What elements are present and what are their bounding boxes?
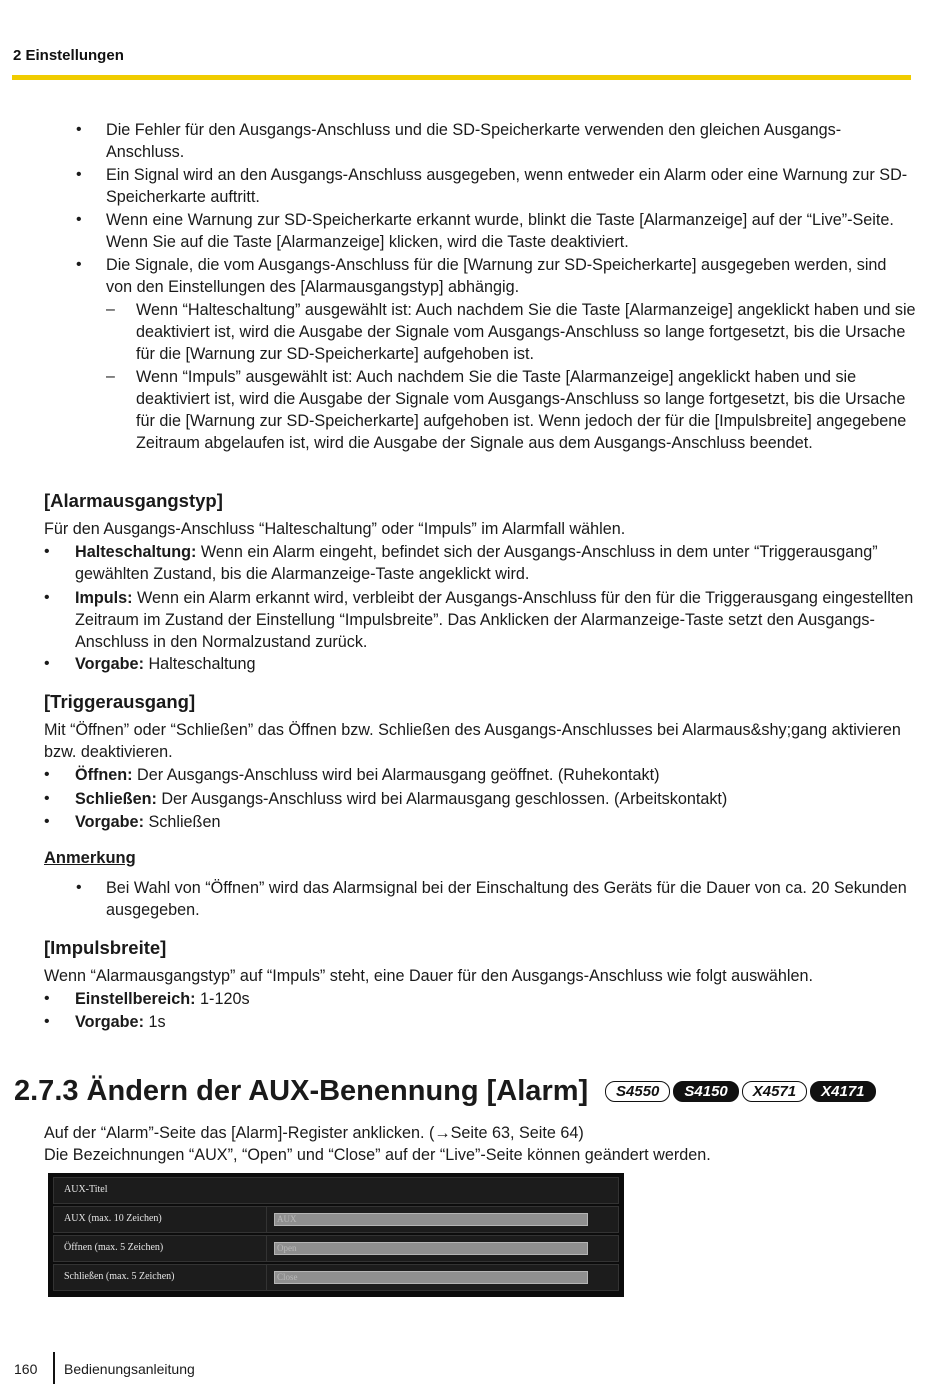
list-item: Die Fehler für den Ausgangs-Anschluss und die SD-Speicherkarte verwenden den gleichen Ausgangs-Anschluss.: [106, 121, 842, 161]
divider: [266, 1207, 267, 1232]
bullet-icon: •: [44, 1013, 50, 1030]
footer-divider: [53, 1352, 55, 1384]
aux-input[interactable]: AUX: [274, 1213, 588, 1226]
list-item: Schließen: Der Ausgangs-Anschluss wird bei Alarmausgang geschlossen. (Arbeitskontakt): [75, 790, 728, 808]
list-item: Vorgabe: 1s: [75, 1013, 166, 1031]
paragraph: Für den Ausgangs-Anschluss “Halteschaltung” oder “Impuls” im Alarmfall wählen.: [44, 520, 626, 538]
paragraph: Auf der “Alarm”-Seite das [Alarm]-Register anklicken. (→Seite 63, Seite 64): [44, 1124, 584, 1142]
page-number: 160: [14, 1361, 38, 1377]
header-rule: [12, 75, 911, 80]
paragraph: Die Bezeichnungen “AUX”, “Open” und “Close” auf der “Live”-Seite können geändert werden.: [44, 1146, 711, 1164]
list-item: Wenn eine Warnung zur SD-Speicherkarte erkannt wurde, blinkt die Taste [Alarmanzeige] auf der “Live”-Seite. Wenn Sie auf die Taste [Alarmanzeige] klicken, wird die Taste deaktiviert.: [106, 211, 894, 251]
dash-icon: –: [106, 368, 115, 385]
open-row: [53, 1235, 619, 1262]
list-item: Vorgabe: Halteschaltung: [75, 655, 256, 673]
aux-row: [53, 1206, 619, 1233]
divider: [266, 1265, 267, 1290]
heading-impulsbreite: [Impulsbreite]: [44, 937, 167, 958]
bullet-icon: •: [44, 813, 50, 830]
list-item: Vorgabe: Schließen: [75, 813, 221, 831]
sub-list-item: Wenn “Impuls” ausgewählt ist: Auch nachdem Sie die Taste [Alarmanzeige] angeklickt haben und sie deaktiviert ist, wird die Ausgabe der Signale vom Ausgangs-Anschluss so lange fortgesetzt, bis die Ursache für die [Warnung zur SD-Speicherkarte] aufgehoben ist. Wenn jedoch der für die [Impulsbreite] angegebene Zeitraum abgelaufen ist, wird die Ausgabe der Signale aus dem Ausgangs-Anschluss beendet.: [136, 368, 907, 452]
bullet-icon: •: [76, 879, 82, 896]
chapter-title: 2 Einstellungen: [13, 47, 124, 64]
aux-label: AUX (max. 10 Zeichen): [64, 1213, 162, 1224]
heading-triggerausgang: [Triggerausgang]: [44, 691, 196, 712]
model-badges: [605, 1081, 876, 1102]
note-text: Bei Wahl von “Öffnen” wird das Alarmsignal bei der Einschaltung des Geräts für die Dauer von ca. 20 Sekunden ausgegeben.: [106, 879, 907, 919]
sub-list-item: Wenn “Halteschaltung” ausgewählt ist: Auch nachdem Sie die Taste [Alarmanzeige] angeklickt haben und sie deaktiviert ist, wird die Ausgabe der Signale vom Ausgangs-Anschluss so lange fortgesetzt, bis die Ursache für die [Warnung zur SD-Speicherkarte] aufgehoben ist.: [136, 301, 916, 363]
bullet-icon: •: [44, 543, 50, 560]
open-label: Öffnen (max. 5 Zeichen): [64, 1242, 164, 1253]
open-input[interactable]: Open: [274, 1242, 588, 1255]
bullet-icon: •: [44, 655, 50, 672]
bullet-icon: •: [76, 166, 82, 183]
note-title: Anmerkung: [44, 849, 136, 867]
bullet-icon: •: [44, 790, 50, 807]
list-item: Öffnen: Der Ausgangs-Anschluss wird bei Alarmausgang geöffnet. (Ruhekontakt): [75, 766, 660, 784]
bullet-icon: •: [76, 256, 82, 273]
list-item: Einstellbereich: 1-120s: [75, 990, 250, 1008]
close-input[interactable]: Close: [274, 1271, 588, 1284]
list-item: Impuls: Wenn ein Alarm erkannt wird, verbleibt der Ausgangs-Anschluss für den für die Triggerausgang eingestellten Zeitraum im Zustand der Einstellung “Impulsbreite”. Das Anklicken der Alarmanzeige-Taste setzt den Ausgangs-Anschluss in den Normalzustand zurück.: [75, 589, 914, 651]
heading-alarmausgangstyp: [Alarmausgangstyp]: [44, 490, 223, 511]
close-row: [53, 1264, 619, 1291]
aux-title-panel: [48, 1173, 624, 1297]
divider: [266, 1236, 267, 1261]
footer-text: Bedienungsanleitung: [64, 1361, 195, 1377]
model-badge: X4571: [742, 1081, 807, 1102]
paragraph: Wenn “Alarmausgangstyp” auf “Impuls” steht, eine Dauer für den Ausgangs-Anschluss wie folgt auswählen.: [44, 967, 814, 985]
model-badge: S4150: [673, 1081, 738, 1102]
list-item: Ein Signal wird an den Ausgangs-Anschluss ausgegeben, wenn entweder ein Alarm oder eine Warnung zur SD-Speicherkarte auftritt.: [106, 166, 908, 206]
dash-icon: –: [106, 301, 115, 318]
list-item: Halteschaltung: Wenn ein Alarm eingeht, befindet sich der Ausgangs-Anschluss in dem unter “Triggerausgang” gewählten Zustand, bis die Alarmanzeige-Taste angeklickt wird.: [75, 543, 878, 583]
paragraph: Mit “Öffnen” oder “Schließen” das Öffnen bzw. Schließen des Ausgangs-Anschlusses bei Alarmaus&shy;gang aktivieren bzw. deaktivieren.: [44, 721, 901, 761]
list-item: Die Signale, die vom Ausgangs-Anschluss für die [Warnung zur SD-Speicherkarte] ausgegeben werden, sind von den Einstellungen des [Alarmausgangstyp] abhängig.: [106, 256, 887, 296]
bullet-icon: •: [44, 766, 50, 783]
panel-header: [53, 1177, 619, 1204]
bullet-icon: •: [76, 211, 82, 228]
bullet-icon: •: [44, 589, 50, 606]
bullet-icon: •: [44, 990, 50, 1007]
bullet-icon: •: [76, 121, 82, 138]
close-label: Schließen (max. 5 Zeichen): [64, 1271, 175, 1282]
model-badge: X4171: [810, 1081, 875, 1102]
model-badge: S4550: [605, 1081, 670, 1102]
section-title: 2.7.3 Ändern der AUX-Benennung [Alarm]: [14, 1075, 589, 1107]
panel-title: AUX-Titel: [64, 1184, 108, 1195]
